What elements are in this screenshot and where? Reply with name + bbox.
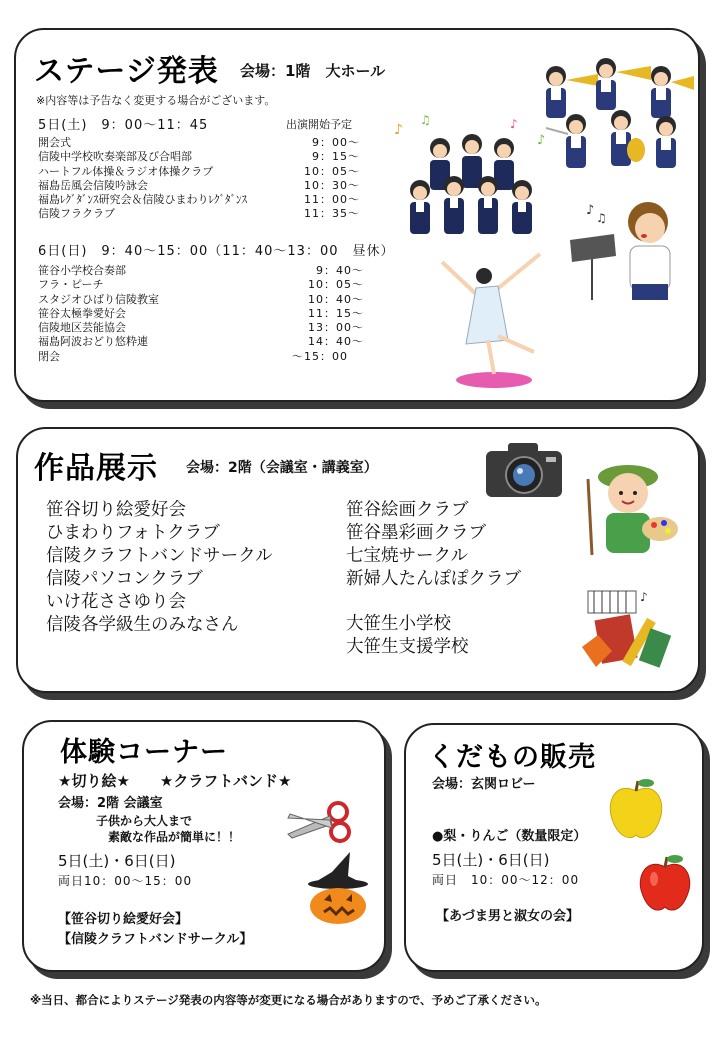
day2-header: 6日(日) 9：40～15：00（11：40～13：00 昼休） <box>38 244 395 259</box>
schedule-row: フラ・ピーチ 10：05～ <box>38 278 364 292</box>
stage-note: ※内容等は予告なく変更する場合がございます。 <box>36 94 276 107</box>
stage-title: ステージ発表 <box>34 54 219 89</box>
schedule-row: 信陵フラクラブ 11：35～ <box>38 207 360 221</box>
ballet-dancer-illustration <box>436 240 546 390</box>
list-item: 笹谷切り絵愛好会 <box>46 500 186 520</box>
works-left-list <box>46 499 273 637</box>
works-venue: 会場：2階（会議室・講義室） <box>186 460 378 476</box>
painter-illustration <box>576 459 680 559</box>
list-item: 七宝焼サークル <box>346 546 468 566</box>
stage-venue: 会場：1階 大ホール <box>240 62 386 80</box>
schedule-row: 開会式 9：00～ <box>38 136 360 149</box>
art-supplies-illustration <box>578 577 678 677</box>
experience-panel <box>22 720 386 972</box>
experience-hours: 両日10：00～15：00 <box>58 874 193 888</box>
day2-schedule <box>38 264 378 364</box>
works-school-list <box>346 613 469 659</box>
schedule-row: 福島阿波おどり悠粋連 14：40～ <box>38 335 364 349</box>
fruit-hours: 両日 10：00～12：00 <box>432 873 580 887</box>
fruit-org: 【あづま男と淑女の会】 <box>436 909 580 924</box>
fruit-items: ●梨・りんご（数量限定） <box>432 829 587 844</box>
choir-illustration <box>392 113 552 235</box>
schedule-row: 信陵中学校吹奏楽部及び合唱部 9：15～ <box>38 150 360 164</box>
schedule-row: 閉会 ～15：00 <box>38 349 348 363</box>
list-item: 信陵パソコンクラブ <box>46 569 203 589</box>
works-title: 作品展示 <box>34 451 158 486</box>
fruit-venue: 会場：玄関ロビー <box>432 777 536 792</box>
experience-dates: 5日(土)・6日(日) <box>58 852 176 870</box>
fruit-title: くだもの販売 <box>428 742 596 773</box>
experience-desc-1: 子供から大人まで <box>96 814 193 828</box>
schedule-row: 笹谷小学校合奏部 9：40～ <box>38 264 364 277</box>
list-item: 信陵各学級生のみなさん <box>46 615 239 635</box>
scissors-icon <box>286 800 352 844</box>
experience-title: 体験コーナー <box>60 737 228 768</box>
red-apple-icon <box>636 853 694 915</box>
start-label: 出演開始予定 <box>286 118 352 131</box>
svg-text:♪: ♪ <box>586 203 595 218</box>
svg-text:♪: ♪ <box>394 122 403 138</box>
schedule-row: 福島岳風会信陵吟詠会 10：30～ <box>38 178 360 192</box>
experience-venue: 会場：2階 会議室 <box>58 796 163 811</box>
experience-items: ★切り絵★ ★クラフトバンド★ <box>58 772 292 790</box>
fruit-panel <box>404 723 704 972</box>
works-right-list <box>346 499 521 591</box>
footer-note: ※当日、都合によりステージ発表の内容等が変更になる場合がありますので、予めご了承ください。 <box>30 993 547 1007</box>
list-item: 新婦人たんぽぽクラブ <box>346 569 521 589</box>
day1-schedule <box>38 136 378 222</box>
fruit-dates: 5日(土)・6日(日) <box>432 851 550 869</box>
experience-org-2: 【信陵クラフトバンドサークル】 <box>58 932 253 947</box>
schedule-row: 福島ﾚｸﾞﾀﾞﾝｽ研究会＆信陵ひまわりﾚｸﾞﾀﾞﾝｽ 11：00～ <box>38 193 360 207</box>
schedule-row: 信陵地区芸能協会 13：00～ <box>38 321 364 335</box>
svg-text:♪: ♪ <box>537 133 546 148</box>
schedule-row: 笹谷太極拳愛好会 11：15～ <box>38 306 364 320</box>
schedule-row: スタジオひばり信陵教室 10：40～ <box>38 292 364 306</box>
svg-text:♪: ♪ <box>510 117 518 131</box>
camera-icon <box>484 439 564 499</box>
experience-desc-2: 素敵な作品が簡単に！！ <box>108 830 241 844</box>
list-item: 笹谷絵画クラブ <box>346 500 469 520</box>
works-panel <box>16 427 700 693</box>
schedule-row: ハートフル体操＆ラジオ体操クラブ 10：05～ <box>38 164 360 178</box>
experience-org-1: 【笹谷切り絵愛好会】 <box>58 912 189 927</box>
day1-header: 5日(土) 9：00～11：45 <box>38 118 209 133</box>
stage-panel <box>14 28 700 402</box>
list-item: 大笹生小学校 <box>346 614 451 634</box>
svg-text:♫: ♫ <box>420 113 431 127</box>
pumpkin-icon <box>302 850 374 926</box>
svg-text:♪: ♪ <box>640 590 648 604</box>
list-item: ひまわりフォトクラブ <box>46 523 220 543</box>
singer-illustration <box>564 194 682 304</box>
list-item: 信陵クラフトバンドサークル <box>46 546 273 566</box>
list-item: 大笹生支援学校 <box>346 637 469 657</box>
yellow-apple-icon <box>606 777 666 843</box>
svg-text:♫: ♫ <box>596 211 607 225</box>
list-item: 笹谷墨彩画クラブ <box>346 523 486 543</box>
list-item: いけ花ささゆり会 <box>46 592 186 612</box>
